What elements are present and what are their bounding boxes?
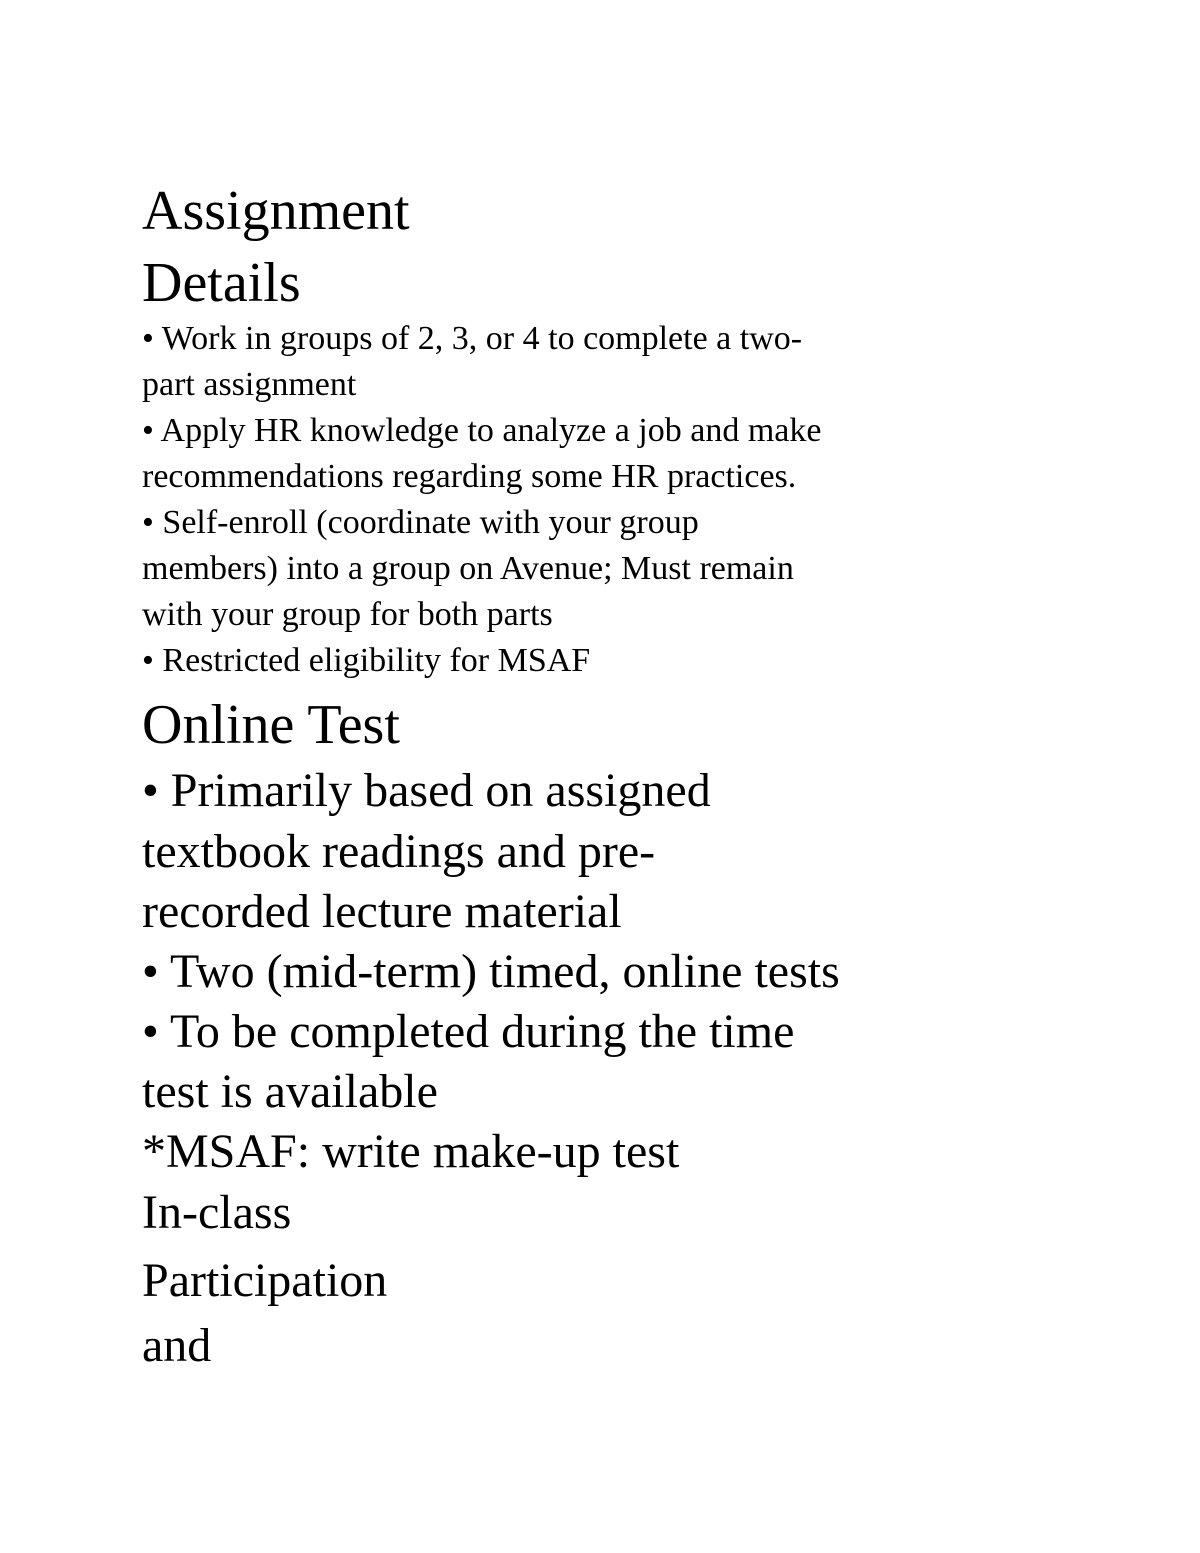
assignment-bullet-line: members) into a group on Avenue; Must remain bbox=[142, 550, 794, 587]
online-test-line: • Two (mid-term) timed, online tests bbox=[142, 945, 840, 998]
assignment-bullet-line: • Apply HR knowledge to analyze a job and make bbox=[142, 412, 822, 449]
online-test-line: • To be completed during the time bbox=[142, 1005, 795, 1058]
online-test-line: test is available bbox=[142, 1065, 438, 1118]
online-test-line: • Primarily based on assigned bbox=[142, 764, 711, 817]
online-test-line: recorded lecture material bbox=[142, 885, 622, 938]
assignment-bullet-line: • Self-enroll (coordinate with your group bbox=[142, 504, 699, 541]
assignment-bullet-line: with your group for both parts bbox=[142, 596, 553, 633]
online-test-line: *MSAF: write make-up test bbox=[142, 1125, 680, 1178]
assignment-heading-line2: Details bbox=[142, 252, 301, 314]
assignment-bullet-line: • Restricted eligibility for MSAF bbox=[142, 642, 591, 679]
online-test-heading: Online Test bbox=[142, 694, 400, 756]
assignment-bullet-line: • Work in groups of 2, 3, or 4 to complete a two- bbox=[142, 320, 803, 357]
assignment-heading-line1: Assignment bbox=[142, 180, 410, 242]
assignment-bullet-line: part assignment bbox=[142, 366, 357, 403]
participation-line: and bbox=[142, 1319, 212, 1372]
online-test-line: textbook readings and pre- bbox=[142, 825, 656, 878]
participation-line: In-class bbox=[142, 1186, 292, 1239]
participation-line: Participation bbox=[142, 1254, 388, 1307]
assignment-bullet-line: recommendations regarding some HR practices. bbox=[142, 458, 797, 495]
